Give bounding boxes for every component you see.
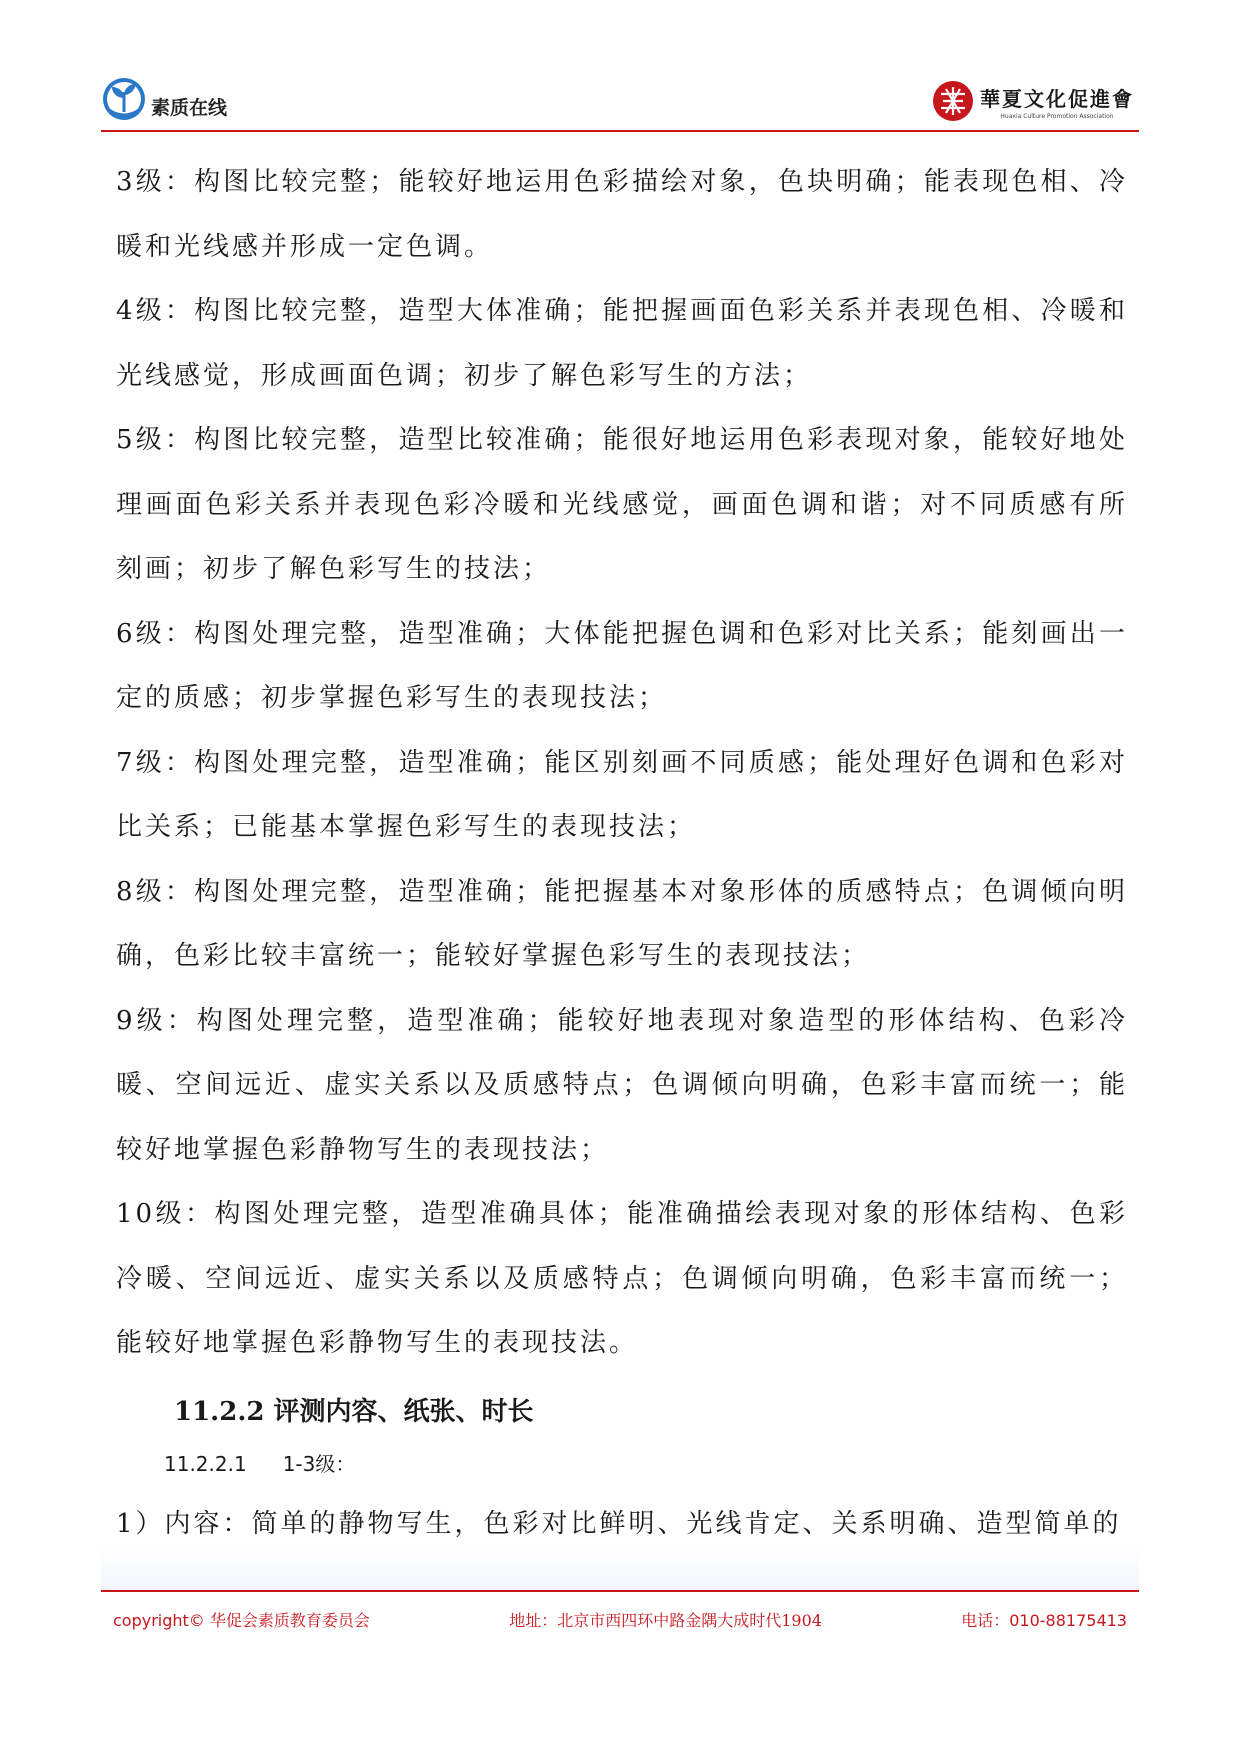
header-divider: [101, 130, 1139, 132]
footer-divider: [101, 1590, 1139, 1592]
huaxia-association-logo: [932, 78, 1134, 124]
subsection-title: 1-3级：: [282, 1451, 356, 1476]
level-5-criteria: 5级：构图比较完整，造型比较准确；能很好地运用色彩表现对象，能较好地处理画面色彩关系并表现色彩冷暖和光线感觉，画面色调和谐；对不同质感有所刻画；初步了解色彩写生的技法；: [116, 425, 1128, 584]
subsection-number: 11.2.2.1: [164, 1451, 247, 1476]
level-4-criteria: 4级：构图比较完整，造型大体准确；能把握画面色彩关系并表现色相、冷暖和光线感觉，形成画面色调；初步了解色彩写生的方法；: [116, 296, 1128, 391]
level-10-criteria: 10级：构图处理完整，造型准确具体；能准确描绘表现对象的形体结构、色彩冷暖、空间远近、虚实关系以及质感特点；色调倾向明确，色彩丰富而统一；能较好地掌握色彩静物写生的表现技法。: [116, 1199, 1128, 1358]
subsection-heading: [164, 1440, 1128, 1488]
footer-background: [101, 1545, 1139, 1589]
content-item: 1）内容：简单的静物写生，色彩对比鲜明、光线肯定、关系明确、造型简单的: [116, 1508, 1122, 1539]
left-logo-text: 素质在线: [151, 96, 228, 119]
section-heading: 11.2.2 评测内容、纸张、时长: [174, 1396, 534, 1427]
level-6-criteria: 6级：构图处理完整，造型准确；大体能把握色调和色彩对比关系；能刻画出一定的质感；初步掌握色彩写生的表现技法；: [116, 618, 1128, 713]
right-logo-english-text: Huaxia Culture Promotion Association: [1000, 112, 1114, 120]
level-9-criteria: 9级：构图处理完整，造型准确；能较好地表现对象造型的形体结构、色彩冷暖、空间远近、虚实关系以及质感特点；色调倾向明确，色彩丰富而统一；能较好地掌握色彩静物写生的表现技法；: [116, 1005, 1128, 1165]
right-logo-chinese-text: 華夏文化促進會: [980, 86, 1134, 111]
page-footer: [113, 1604, 1127, 1634]
association-seal-icon: [932, 80, 974, 122]
suzhi-online-logo: [101, 74, 227, 124]
sprout-logo-icon: [101, 76, 147, 122]
footer-phone: 电话：010-88175413: [961, 1610, 1127, 1630]
level-3-criteria: 3级：构图比较完整；能较好地运用色彩描绘对象，色块明确；能表现色相、冷暖和光线感并形成一定色调。: [116, 167, 1128, 262]
footer-address: 地址：北京市西四环中路金隅大成时代1904: [509, 1610, 822, 1630]
level-8-criteria: 8级：构图处理完整，造型准确；能把握基本对象形体的质感特点；色调倾向明确，色彩比较丰富统一；能较好掌握色彩写生的表现技法；: [116, 876, 1128, 971]
document-body: [116, 150, 1128, 1556]
footer-copyright: copyright© 华促会素质教育委员会: [113, 1610, 370, 1630]
level-7-criteria: 7级：构图处理完整，造型准确；能区别刻画不同质感；能处理好色调和色彩对比关系；已能基本掌握色彩写生的表现技法；: [116, 747, 1128, 842]
